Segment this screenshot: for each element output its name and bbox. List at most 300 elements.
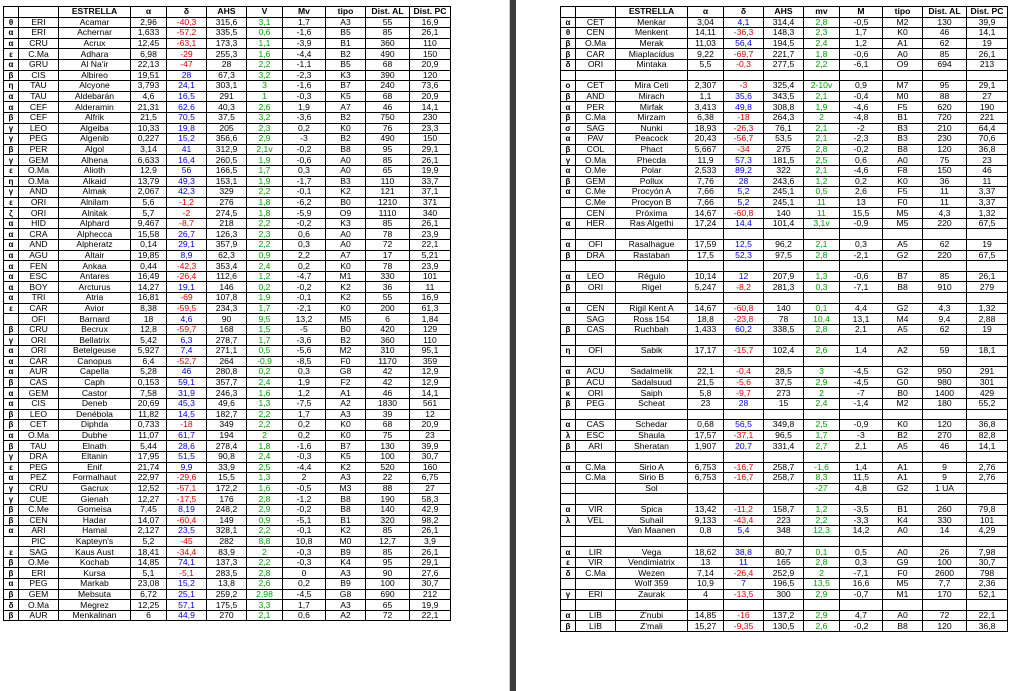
cell-dist-al: 46 bbox=[923, 28, 967, 39]
cell-constellation: O.Ma bbox=[19, 176, 59, 187]
cell-dist-al: 720 bbox=[923, 112, 967, 123]
cell-magnitude bbox=[804, 293, 840, 304]
cell-dist-pc: 52,1 bbox=[967, 589, 1008, 600]
cell-letter: α bbox=[4, 430, 19, 441]
cell-constellation: FEN bbox=[19, 261, 59, 272]
cell-constellation: ORI bbox=[576, 59, 616, 70]
cell-ra: 18,93 bbox=[688, 123, 724, 134]
table-row bbox=[4, 420, 451, 431]
cell-declination: 49,8 bbox=[724, 102, 764, 113]
cell-dist-pc: 291 bbox=[967, 367, 1008, 378]
cell-constellation bbox=[576, 293, 616, 304]
cell-constellation bbox=[576, 356, 616, 367]
cell-star-name: Kapteyn's bbox=[59, 536, 131, 547]
cell-ahs: 175,5 bbox=[207, 600, 247, 611]
cell-magnitude: 2,2 bbox=[804, 515, 840, 526]
cell-abs-magnitude: -1,2 bbox=[283, 494, 326, 505]
cell-constellation: C.Me bbox=[19, 504, 59, 515]
cell-ahs: 315,6 bbox=[207, 17, 247, 28]
cell-constellation: ACU bbox=[576, 367, 616, 378]
cell-dist-pc: 110 bbox=[410, 335, 451, 346]
cell-spectral-type bbox=[883, 356, 923, 367]
cell-magnitude: 3 bbox=[247, 81, 283, 92]
cell-ahs: 246,3 bbox=[207, 388, 247, 399]
cell-constellation: AND bbox=[576, 91, 616, 102]
cell-magnitude: 2,4 bbox=[804, 38, 840, 49]
cell-abs-magnitude: -0,4 bbox=[840, 91, 883, 102]
cell-dist-al: 75 bbox=[923, 155, 967, 166]
cell-dist-al: 22 bbox=[366, 473, 410, 484]
cell-dist-pc: 23,9 bbox=[410, 229, 451, 240]
cell-abs-magnitude: -0,6 bbox=[840, 49, 883, 60]
cell-constellation: O.Me bbox=[19, 557, 59, 568]
header-abs-magnitude: Mv bbox=[283, 7, 326, 18]
cell-dist-pc: 110 bbox=[410, 38, 451, 49]
table-row bbox=[4, 568, 451, 579]
cell-dist-al bbox=[923, 536, 967, 547]
cell-magnitude: 2,1 bbox=[804, 240, 840, 251]
cell-spectral-type: B2 bbox=[326, 49, 366, 60]
header-ra: α bbox=[688, 7, 724, 18]
cell-constellation: CAR bbox=[19, 303, 59, 314]
cell-declination: 16,5 bbox=[167, 91, 207, 102]
cell-abs-magnitude: -0,2 bbox=[283, 144, 326, 155]
cell-dist-pc: 22,1 bbox=[967, 610, 1008, 621]
cell-declination: -26,4 bbox=[167, 271, 207, 282]
cell-star-name bbox=[616, 356, 688, 367]
table-row bbox=[4, 250, 451, 261]
cell-dist-al: 210 bbox=[923, 123, 967, 134]
cell-spectral-type: M0 bbox=[326, 536, 366, 547]
cell-dist-pc: 150 bbox=[410, 49, 451, 60]
cell-letter: β bbox=[4, 515, 19, 526]
table-row bbox=[561, 526, 1008, 537]
cell-abs-magnitude: 16,6 bbox=[840, 579, 883, 590]
cell-spectral-type: M7 bbox=[883, 81, 923, 92]
cell-dist-al bbox=[923, 600, 967, 611]
cell-ra: 3,04 bbox=[688, 17, 724, 28]
cell-ahs: 28 bbox=[207, 59, 247, 70]
window-splitter[interactable] bbox=[508, 0, 517, 691]
cell-dist-al: 694 bbox=[923, 59, 967, 70]
cell-constellation: ESC bbox=[19, 271, 59, 282]
cell-spectral-type: B2 bbox=[883, 430, 923, 441]
cell-ra: 12,25 bbox=[131, 600, 167, 611]
cell-abs-magnitude: 0,3 bbox=[283, 165, 326, 176]
cell-abs-magnitude: -3,9 bbox=[283, 38, 326, 49]
cell-ahs: 245,1 bbox=[764, 187, 804, 198]
cell-abs-magnitude: -3,5 bbox=[840, 504, 883, 515]
cell-dist-al: 12,7 bbox=[366, 536, 410, 547]
cell-star-name: Acamar bbox=[59, 17, 131, 28]
left-star-table bbox=[3, 6, 451, 621]
table-row bbox=[561, 398, 1008, 409]
cell-dist-pc: 23 bbox=[410, 430, 451, 441]
table-row bbox=[4, 49, 451, 60]
cell-dist-pc: 98,2 bbox=[410, 515, 451, 526]
cell-spectral-type: K0 bbox=[326, 261, 366, 272]
cell-ahs: 234,3 bbox=[207, 303, 247, 314]
cell-letter: γ bbox=[561, 155, 576, 166]
cell-letter: λ bbox=[561, 430, 576, 441]
cell-ahs: 166,5 bbox=[207, 165, 247, 176]
cell-declination: 46 bbox=[167, 367, 207, 378]
cell-ra: 14,27 bbox=[131, 282, 167, 293]
cell-spectral-type: F5 bbox=[883, 187, 923, 198]
cell-ra: 17,59 bbox=[688, 240, 724, 251]
cell-ra: 5,5 bbox=[688, 59, 724, 70]
cell-star-name: Eltanin bbox=[59, 451, 131, 462]
cell-magnitude: 2,2 bbox=[247, 420, 283, 431]
cell-magnitude: 2 bbox=[247, 547, 283, 558]
cell-magnitude: 2,1 bbox=[804, 123, 840, 134]
cell-letter: γ bbox=[4, 483, 19, 494]
cell-dist-pc: 429 bbox=[967, 388, 1008, 399]
cell-dist-pc: 29,1 bbox=[410, 144, 451, 155]
table-row bbox=[561, 176, 1008, 187]
cell-ra: 0,733 bbox=[131, 420, 167, 431]
cell-abs-magnitude: -2,1 bbox=[283, 303, 326, 314]
cell-spectral-type: M1 bbox=[883, 589, 923, 600]
cell-declination: 57,3 bbox=[724, 155, 764, 166]
cell-spectral-type: M2 bbox=[883, 398, 923, 409]
cell-dist-al: 85 bbox=[923, 49, 967, 60]
cell-star-name bbox=[616, 451, 688, 462]
cell-star-name: Merak bbox=[616, 38, 688, 49]
table-row bbox=[561, 261, 1008, 272]
cell-magnitude: 1,6 bbox=[247, 483, 283, 494]
cell-magnitude bbox=[804, 600, 840, 611]
cell-ahs: 357,9 bbox=[207, 240, 247, 251]
cell-constellation: PAV bbox=[576, 134, 616, 145]
cell-dist-pc: 42,9 bbox=[410, 504, 451, 515]
cell-magnitude: 8,3 bbox=[804, 473, 840, 484]
cell-star-name: Barnard bbox=[59, 314, 131, 325]
cell-dist-al: 95 bbox=[923, 81, 967, 92]
cell-declination: 61,7 bbox=[167, 430, 207, 441]
cell-dist-pc: 26,1 bbox=[410, 28, 451, 39]
cell-spectral-type bbox=[883, 409, 923, 420]
cell-ahs: 331,4 bbox=[764, 441, 804, 452]
cell-declination: 20,7 bbox=[724, 441, 764, 452]
cell-letter: α bbox=[4, 293, 19, 304]
cell-abs-magnitude: -0,1 bbox=[283, 293, 326, 304]
table-row bbox=[561, 144, 1008, 155]
table-row bbox=[4, 335, 451, 346]
cell-ra: 5,667 bbox=[688, 144, 724, 155]
cell-magnitude: 12,3 bbox=[804, 526, 840, 537]
cell-ra: 7,14 bbox=[688, 568, 724, 579]
cell-abs-magnitude: 10,8 bbox=[283, 536, 326, 547]
cell-ra bbox=[688, 483, 724, 494]
cell-letter: α bbox=[561, 420, 576, 431]
cell-star-name: Peacock bbox=[616, 134, 688, 145]
cell-dist-pc: 120 bbox=[410, 70, 451, 81]
cell-ra bbox=[688, 335, 724, 346]
cell-dist-pc: 221 bbox=[967, 112, 1008, 123]
cell-magnitude: 3,2 bbox=[247, 112, 283, 123]
cell-dist-pc: 7,98 bbox=[967, 547, 1008, 558]
cell-ahs: 218 bbox=[207, 218, 247, 229]
cell-dist-al: 490 bbox=[366, 134, 410, 145]
cell-declination: -69,7 bbox=[724, 49, 764, 60]
cell-spectral-type: A1 bbox=[883, 462, 923, 473]
cell-ahs: 130,5 bbox=[764, 621, 804, 632]
cell-dist-al: 42 bbox=[366, 377, 410, 388]
cell-star-name: Dubhe bbox=[59, 430, 131, 441]
cell-abs-magnitude: 0,6 bbox=[840, 155, 883, 166]
cell-abs-magnitude: -1,6 bbox=[283, 81, 326, 92]
cell-abs-magnitude: -2,3 bbox=[840, 134, 883, 145]
cell-ra: 22,13 bbox=[131, 59, 167, 70]
cell-declination: -9,7 bbox=[724, 388, 764, 399]
cell-spectral-type: K4 bbox=[883, 515, 923, 526]
cell-dist-al: 910 bbox=[923, 282, 967, 293]
cell-spectral-type: M2 bbox=[326, 346, 366, 357]
cell-dist-pc: 129 bbox=[410, 324, 451, 335]
cell-ra: 2,533 bbox=[688, 165, 724, 176]
cell-ra: 12,27 bbox=[131, 494, 167, 505]
table-row bbox=[561, 557, 1008, 568]
cell-letter: α bbox=[561, 218, 576, 229]
cell-abs-magnitude: 2,2 bbox=[283, 250, 326, 261]
cell-constellation: CRU bbox=[19, 483, 59, 494]
cell-star-name: Suhail bbox=[616, 515, 688, 526]
cell-ra: 12,8 bbox=[131, 324, 167, 335]
cell-letter: β bbox=[4, 557, 19, 568]
cell-ahs: 356,6 bbox=[207, 134, 247, 145]
cell-declination: 56 bbox=[167, 165, 207, 176]
cell-abs-magnitude: -4,6 bbox=[840, 165, 883, 176]
cell-ra: 7,66 bbox=[688, 197, 724, 208]
cell-star-name: Sabik bbox=[616, 346, 688, 357]
cell-magnitude bbox=[804, 70, 840, 81]
cell-spectral-type: G2 bbox=[883, 367, 923, 378]
cell-letter: β bbox=[4, 324, 19, 335]
cell-star-name: Bellatrix bbox=[59, 335, 131, 346]
cell-abs-magnitude: -2,3 bbox=[283, 70, 326, 81]
cell-magnitude: 1,3 bbox=[247, 398, 283, 409]
cell-letter: β bbox=[561, 377, 576, 388]
table-row bbox=[4, 579, 451, 590]
cell-letter: β bbox=[4, 377, 19, 388]
cell-constellation: CET bbox=[576, 17, 616, 28]
cell-star-name: Alhena bbox=[59, 155, 131, 166]
cell-dist-al: 85 bbox=[366, 155, 410, 166]
table-row bbox=[4, 187, 451, 198]
cell-star-name: Van Maanen bbox=[616, 526, 688, 537]
right-star-table bbox=[560, 6, 1008, 632]
cell-constellation: ORI bbox=[19, 346, 59, 357]
cell-declination: 16,4 bbox=[167, 155, 207, 166]
cell-magnitude: 2 bbox=[247, 430, 283, 441]
table-row bbox=[4, 303, 451, 314]
cell-declination: -43,4 bbox=[724, 515, 764, 526]
cell-ahs: 264 bbox=[207, 356, 247, 367]
cell-magnitude: 2,6 bbox=[804, 346, 840, 357]
cell-letter: α bbox=[4, 28, 19, 39]
cell-constellation: OFI bbox=[576, 240, 616, 251]
cell-declination: -18 bbox=[724, 112, 764, 123]
cell-ra: 19,51 bbox=[131, 70, 167, 81]
cell-declination: -40,3 bbox=[167, 17, 207, 28]
cell-magnitude: 2,1 bbox=[804, 165, 840, 176]
cell-ahs: 173,3 bbox=[207, 38, 247, 49]
cell-dist-al: 620 bbox=[923, 102, 967, 113]
cell-abs-magnitude: 1,9 bbox=[283, 377, 326, 388]
cell-magnitude bbox=[804, 229, 840, 240]
cell-dist-pc: 61,3 bbox=[410, 303, 451, 314]
cell-abs-magnitude: 0,3 bbox=[283, 367, 326, 378]
cell-dist-al: 68 bbox=[366, 91, 410, 102]
cell-spectral-type: A5 bbox=[883, 240, 923, 251]
cell-abs-magnitude: -5 bbox=[283, 324, 326, 335]
cell-ra: 5,8 bbox=[688, 388, 724, 399]
cell-spectral-type: F0 bbox=[883, 568, 923, 579]
cell-abs-magnitude: -2 bbox=[840, 123, 883, 134]
cell-dist-pc: 14,1 bbox=[410, 388, 451, 399]
table-row bbox=[561, 17, 1008, 28]
cell-ahs: 291 bbox=[207, 91, 247, 102]
cell-letter: β bbox=[4, 568, 19, 579]
cell-letter: α bbox=[561, 303, 576, 314]
cell-spectral-type: B1 bbox=[326, 38, 366, 49]
cell-letter: β bbox=[561, 282, 576, 293]
cell-magnitude: 1,8 bbox=[247, 441, 283, 452]
cell-declination: 57,1 bbox=[167, 600, 207, 611]
left-table-body bbox=[4, 17, 451, 621]
cell-ra: 6,633 bbox=[131, 155, 167, 166]
table-row bbox=[561, 430, 1008, 441]
cell-star-name: Menkalinan bbox=[59, 610, 131, 621]
cell-declination: -36,3 bbox=[724, 28, 764, 39]
cell-letter: α bbox=[4, 91, 19, 102]
cell-ra: 13,79 bbox=[131, 176, 167, 187]
cell-constellation: PEG bbox=[576, 398, 616, 409]
cell-dist-pc: 22,1 bbox=[410, 240, 451, 251]
cell-magnitude: 2,3 bbox=[804, 28, 840, 39]
cell-dist-pc: 6,75 bbox=[410, 473, 451, 484]
cell-ra: 13 bbox=[688, 557, 724, 568]
cell-constellation: ORI bbox=[19, 197, 59, 208]
cell-spectral-type: A0 bbox=[883, 610, 923, 621]
cell-constellation bbox=[576, 526, 616, 537]
cell-magnitude: 1,9 bbox=[247, 293, 283, 304]
cell-magnitude: 1,8 bbox=[247, 208, 283, 219]
table-row bbox=[4, 112, 451, 123]
cell-constellation bbox=[576, 70, 616, 81]
cell-dist-al: 85 bbox=[366, 218, 410, 229]
cell-ahs: 349,8 bbox=[764, 420, 804, 431]
cell-dist-al: 95 bbox=[366, 557, 410, 568]
cell-star-name bbox=[616, 293, 688, 304]
cell-magnitude: 2,3 bbox=[247, 229, 283, 240]
cell-dist-pc bbox=[967, 409, 1008, 420]
cell-star-name: Rastaban bbox=[616, 250, 688, 261]
cell-dist-pc: 798 bbox=[967, 568, 1008, 579]
cell-star-name: Vega bbox=[616, 547, 688, 558]
cell-declination: -56,7 bbox=[724, 134, 764, 145]
cell-ra: 13,42 bbox=[688, 504, 724, 515]
cell-letter: β bbox=[561, 250, 576, 261]
cell-star-name: Mirfak bbox=[616, 102, 688, 113]
cell-dist-pc: 213 bbox=[967, 59, 1008, 70]
cell-star-name: Alnitak bbox=[59, 208, 131, 219]
cell-dist-al: 76 bbox=[366, 123, 410, 134]
cell-letter: γ bbox=[4, 451, 19, 462]
cell-letter: α bbox=[4, 102, 19, 113]
cell-ra: 14,85 bbox=[688, 610, 724, 621]
cell-constellation: ACU bbox=[576, 377, 616, 388]
cell-ahs: 137,2 bbox=[764, 610, 804, 621]
cell-magnitude: 2,2 bbox=[247, 526, 283, 537]
cell-letter bbox=[561, 335, 576, 346]
cell-constellation: LIB bbox=[576, 621, 616, 632]
cell-ahs: 80,7 bbox=[764, 547, 804, 558]
cell-spectral-type: B8 bbox=[326, 494, 366, 505]
cell-ahs bbox=[764, 70, 804, 81]
cell-magnitude: 2 bbox=[804, 388, 840, 399]
cell-dist-pc: 58,3 bbox=[410, 494, 451, 505]
cell-dist-pc: 150 bbox=[410, 134, 451, 145]
header-star-name: ESTRELLA bbox=[616, 7, 688, 18]
cell-magnitude bbox=[804, 536, 840, 547]
cell-spectral-type: B8 bbox=[326, 144, 366, 155]
cell-magnitude: 3,2 bbox=[247, 70, 283, 81]
cell-spectral-type: M2 bbox=[883, 17, 923, 28]
table-row bbox=[561, 303, 1008, 314]
cell-dist-al: 1 UA bbox=[923, 483, 967, 494]
cell-dist-pc: 1,32 bbox=[967, 303, 1008, 314]
cell-spectral-type: K0 bbox=[326, 123, 366, 134]
cell-magnitude: 2,98 bbox=[247, 589, 283, 600]
cell-spectral-type bbox=[883, 536, 923, 547]
cell-declination: -8,7 bbox=[167, 218, 207, 229]
cell-ahs: 102,4 bbox=[764, 346, 804, 357]
cell-declination: 19,8 bbox=[167, 123, 207, 134]
cell-letter: θ bbox=[4, 17, 19, 28]
cell-abs-magnitude: -3,6 bbox=[283, 112, 326, 123]
cell-dist-al: 88 bbox=[923, 91, 967, 102]
cell-abs-magnitude: 14,2 bbox=[840, 526, 883, 537]
cell-star-name bbox=[616, 536, 688, 547]
cell-declination: 12 bbox=[724, 271, 764, 282]
cell-letter: β bbox=[561, 91, 576, 102]
cell-ahs: 343,5 bbox=[764, 91, 804, 102]
cell-ahs: 207,9 bbox=[764, 271, 804, 282]
cell-spectral-type: M5 bbox=[883, 218, 923, 229]
cell-abs-magnitude: -4,4 bbox=[283, 49, 326, 60]
cell-star-name: Alderamin bbox=[59, 102, 131, 113]
cell-dist-pc: 301 bbox=[967, 377, 1008, 388]
cell-declination: -69 bbox=[167, 293, 207, 304]
cell-abs-magnitude: -0,1 bbox=[283, 187, 326, 198]
cell-spectral-type: G2 bbox=[883, 250, 923, 261]
cell-declination: 19,1 bbox=[167, 282, 207, 293]
table-row bbox=[4, 451, 451, 462]
cell-declination bbox=[724, 293, 764, 304]
cell-declination: -9,35 bbox=[724, 621, 764, 632]
cell-abs-magnitude: 1,7 bbox=[283, 409, 326, 420]
cell-star-name: Próxima bbox=[616, 208, 688, 219]
cell-abs-magnitude: -7,1 bbox=[840, 282, 883, 293]
table-row bbox=[4, 367, 451, 378]
cell-ahs: 137,3 bbox=[207, 557, 247, 568]
cell-magnitude: 3 bbox=[804, 367, 840, 378]
cell-star-name: Acrux bbox=[59, 38, 131, 49]
cell-declination: -0,4 bbox=[724, 367, 764, 378]
cell-star-name: Ankaa bbox=[59, 261, 131, 272]
